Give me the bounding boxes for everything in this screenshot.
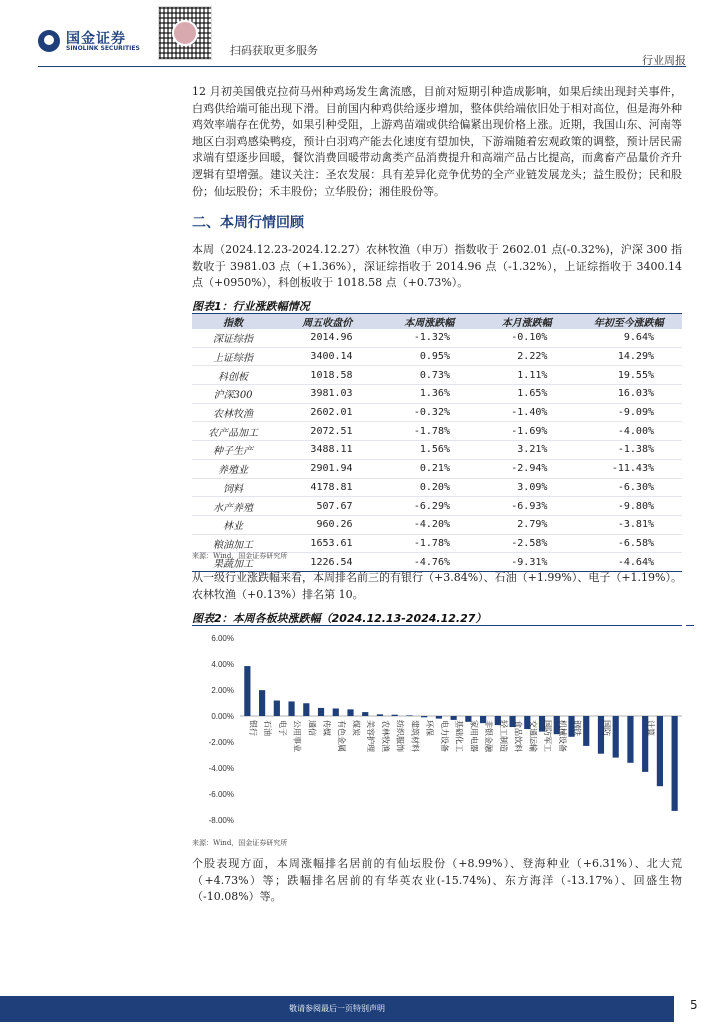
value-cell: 9.64% — [575, 329, 682, 347]
figure2-title: 图表2：本周各板块涨跌幅（2024.12.13-2024.12.27） — [192, 612, 487, 625]
category-label: 石油 — [263, 720, 273, 736]
logo-name-cn: 国金证券 — [66, 31, 126, 47]
bar — [244, 666, 250, 716]
y-tick-label: -6.00% — [208, 790, 234, 799]
value-cell: 3400.14 — [274, 347, 381, 366]
bar — [274, 701, 280, 716]
y-tick-label: 2.00% — [211, 686, 234, 695]
bar — [421, 716, 427, 717]
bar — [259, 690, 265, 716]
sector-change-bar-chart — [192, 628, 687, 836]
value-cell: -1.69% — [478, 422, 575, 441]
value-cell: 4178.81 — [274, 478, 381, 497]
index-name-cell: 农产品加工 — [192, 422, 274, 441]
value-cell: -2.58% — [478, 534, 575, 553]
bar — [583, 716, 589, 746]
value-cell: -6.30% — [575, 478, 682, 497]
value-cell: 16.03% — [575, 385, 682, 404]
value-cell: 1.36% — [381, 385, 478, 404]
value-cell: 3981.03 — [274, 385, 381, 404]
value-cell: -2.94% — [478, 459, 575, 478]
index-name-cell: 科创板 — [192, 366, 274, 385]
category-label: 交通运输 — [528, 720, 538, 752]
column-header: 周五收盘价 — [274, 314, 381, 329]
category-label: 轻工制造 — [498, 720, 508, 752]
table-row — [192, 534, 682, 553]
table-header-row — [192, 314, 682, 329]
value-cell: -6.93% — [478, 497, 575, 516]
table-row — [192, 385, 682, 404]
category-label: 纺织服饰 — [395, 720, 405, 752]
category-label: 传媒 — [322, 720, 332, 736]
category-label: 电力设备 — [439, 720, 449, 752]
value-cell: -1.32% — [381, 329, 478, 347]
category-label: 计算 — [646, 720, 656, 736]
value-cell: 507.67 — [274, 497, 381, 516]
category-label: 国防 — [601, 720, 611, 736]
table-row — [192, 478, 682, 497]
bar — [333, 708, 339, 716]
value-cell: 0.20% — [381, 478, 478, 497]
table-row — [192, 497, 682, 516]
logo-name-en: SINOLINK SECURITIES — [66, 45, 140, 52]
company-logo — [38, 30, 178, 54]
table-row — [192, 422, 682, 441]
y-tick-label: -4.00% — [208, 764, 234, 773]
bar — [672, 716, 678, 811]
value-cell: 3488.11 — [274, 441, 381, 460]
index-name-cell: 粮油加工 — [192, 534, 274, 553]
value-cell: -1.40% — [478, 403, 575, 422]
index-name-cell: 农林牧渔 — [192, 403, 274, 422]
value-cell: 0.21% — [381, 459, 478, 478]
paragraph-sector-ranking: 从一级行业涨跌幅来看，本周排名前三的有银行（+3.84%）、石油（+1.99%）、电子（+1.19%）。农林牧渔（+0.13%）排名第 10。 — [192, 571, 682, 601]
category-label: 环保 — [425, 720, 435, 736]
y-tick-label: -8.00% — [208, 816, 234, 825]
category-label: 煤炭 — [351, 720, 361, 736]
value-cell: -9.80% — [575, 497, 682, 516]
value-cell: 2072.51 — [274, 422, 381, 441]
table-row — [192, 441, 682, 460]
value-cell: -1.38% — [575, 441, 682, 460]
index-name-cell: 深证综指 — [192, 329, 274, 347]
value-cell: 2602.01 — [274, 403, 381, 422]
figure2-rule-mark — [686, 625, 694, 626]
column-header: 本月涨跌幅 — [478, 314, 575, 329]
value-cell: 960.26 — [274, 515, 381, 534]
index-name-cell: 养殖业 — [192, 459, 274, 478]
bar — [347, 709, 353, 716]
y-tick-label: 0.00% — [211, 712, 234, 721]
qr-caption: 扫码获取更多服务 — [230, 44, 318, 57]
value-cell: -11.43% — [575, 459, 682, 478]
column-header: 指数 — [192, 314, 274, 329]
table-row — [192, 403, 682, 422]
figure2-divider — [192, 625, 682, 626]
value-cell: -6.58% — [575, 534, 682, 553]
category-label: 建筑材料 — [410, 720, 420, 752]
value-cell: -0.10% — [478, 329, 575, 347]
value-cell: 1018.58 — [274, 366, 381, 385]
index-name-cell: 上证综指 — [192, 347, 274, 366]
value-cell: 3.21% — [478, 441, 575, 460]
table-row — [192, 515, 682, 534]
section-title: 二、本周行情回顾 — [192, 215, 304, 231]
bar — [657, 716, 663, 786]
value-cell: 3.09% — [478, 478, 575, 497]
bar — [318, 708, 324, 716]
value-cell: -9.31% — [478, 553, 575, 572]
paragraph-stock-performance: 个股表现方面，本周涨幅排名居前的有仙坛股份（+8.99%）、登海种业（+6.31%）、北大荒（+4.73%）等；跌幅排名居前的有华英农业(-15.74%)、东方海洋（-13.17%）、回盛生物（-10.08%）等。 — [192, 857, 682, 904]
value-cell: -9.09% — [575, 403, 682, 422]
bar — [406, 715, 412, 716]
value-cell: 1653.61 — [274, 534, 381, 553]
logo-mark-icon — [38, 30, 60, 52]
bar — [392, 715, 398, 716]
category-label: 美容护理 — [366, 720, 376, 752]
value-cell: 2014.96 — [274, 329, 381, 347]
value-cell: -4.76% — [381, 553, 478, 572]
value-cell: 2901.94 — [274, 459, 381, 478]
value-cell: 0.73% — [381, 366, 478, 385]
value-cell: 1.11% — [478, 366, 575, 385]
index-name-cell: 果蔬加工 — [192, 553, 274, 572]
figure1-source: 来源：Wind，国金证券研究所 — [192, 552, 288, 560]
paragraph-poultry-outlook: 12 月初美国俄克拉荷马州种鸡场发生禽流感，目前对短期引种造成影响，如果后续出现封关事件，白鸡供给端可能出现下滑。目前国内种鸡供给逐步增加，整体供给端依旧处于相对高位，但是海外种鸡效率端存在优势，如果引种受阻，上游鸡苗端或供给偏紧出现价格上涨。近期，我国山东、河南等地区白羽鸡感染鸭疫，预计白羽鸡产能去化速度有望加快，下游端随着宏观政策的调整，预计居民需求端有望逐步回暖，餐饮消费回暖带动禽类产品消费提升和高端产品占比提高，而禽畜产品量价齐升逻辑有望增强。建议关注：圣农发展：具有差异化竞争优势的全产业链发展龙头；益生股份；民和股份；仙坛股份；禾丰股份；立华股份；湘佳股份等。 — [192, 85, 682, 198]
table-body — [192, 329, 682, 571]
table-row — [192, 366, 682, 385]
bar — [627, 716, 633, 763]
bar — [436, 716, 442, 719]
value-cell: -0.32% — [381, 403, 478, 422]
y-tick-label: 6.00% — [211, 634, 234, 643]
index-performance-table — [192, 314, 682, 572]
value-cell: -1.78% — [381, 422, 478, 441]
category-label: 食品饮料 — [513, 720, 523, 752]
index-name-cell: 林业 — [192, 515, 274, 534]
y-tick-label: -2.00% — [208, 738, 234, 747]
header-divider — [38, 66, 686, 67]
value-cell: -1.78% — [381, 534, 478, 553]
category-label: 国防军工 — [543, 720, 553, 752]
index-name-cell: 种子生产 — [192, 441, 274, 460]
table-row — [192, 347, 682, 366]
value-cell: 2.22% — [478, 347, 575, 366]
category-label: 电子 — [277, 720, 287, 736]
bar — [303, 703, 309, 716]
table-row — [192, 459, 682, 478]
value-cell: 1.65% — [478, 385, 575, 404]
category-label: 银行 — [248, 720, 258, 736]
page-number: 5 — [690, 998, 698, 1012]
value-cell: -3.81% — [575, 515, 682, 534]
value-cell: 19.55% — [575, 366, 682, 385]
qr-logo-icon — [172, 20, 198, 46]
index-name-cell: 饲料 — [192, 478, 274, 497]
value-cell: -6.29% — [381, 497, 478, 516]
category-label: 钢铁 — [572, 720, 582, 736]
footer-disclaimer: 敬请参阅最后一页特别声明 — [289, 1004, 385, 1013]
value-cell: 0.95% — [381, 347, 478, 366]
column-header: 本周涨跌幅 — [381, 314, 478, 329]
value-cell: 2.79% — [478, 515, 575, 534]
category-label: 非银金融 — [484, 720, 494, 752]
category-label: 家用电器 — [469, 720, 479, 752]
value-cell: -4.20% — [381, 515, 478, 534]
value-cell: -4.64% — [575, 553, 682, 572]
category-label: 有色金属 — [336, 720, 346, 752]
bar — [288, 701, 294, 716]
report-type-label: 行业周报 — [642, 54, 686, 67]
bar — [613, 716, 619, 758]
value-cell: 1226.54 — [274, 553, 381, 572]
figure1-title: 图表1：行业涨跌幅情况 — [192, 300, 310, 313]
bar — [377, 714, 383, 716]
figure2-source: 来源：Wind，国金证券研究所 — [192, 839, 288, 847]
index-name-cell: 沪深300 — [192, 385, 274, 404]
category-label: 农林牧渔 — [380, 720, 390, 752]
column-header: 年初至今涨跌幅 — [575, 314, 682, 329]
category-label: 通信 — [307, 720, 317, 736]
bar — [362, 712, 368, 716]
table-row — [192, 329, 682, 347]
paragraph-market-review: 本周（2024.12.23-2024.12.27）农林牧渔（申万）指数收于 2602.01 点(-0.32%)，沪深 300 指数收于 3981.03 点（+1.36%），深证综指收于 2014.96 点（-1.32%），上证综指收于 3400.14 点（+0950%），科创板收于 1018.58 点（+0.73%）。 — [192, 243, 682, 290]
category-label: 公用事业 — [292, 720, 302, 752]
category-label: 基础化工 — [454, 720, 464, 752]
value-cell: -4.00% — [575, 422, 682, 441]
category-label: 机械设备 — [557, 720, 567, 752]
index-name-cell: 水产养殖 — [192, 497, 274, 516]
value-cell: 1.56% — [381, 441, 478, 460]
value-cell: 14.29% — [575, 347, 682, 366]
y-tick-label: 4.00% — [211, 660, 234, 669]
